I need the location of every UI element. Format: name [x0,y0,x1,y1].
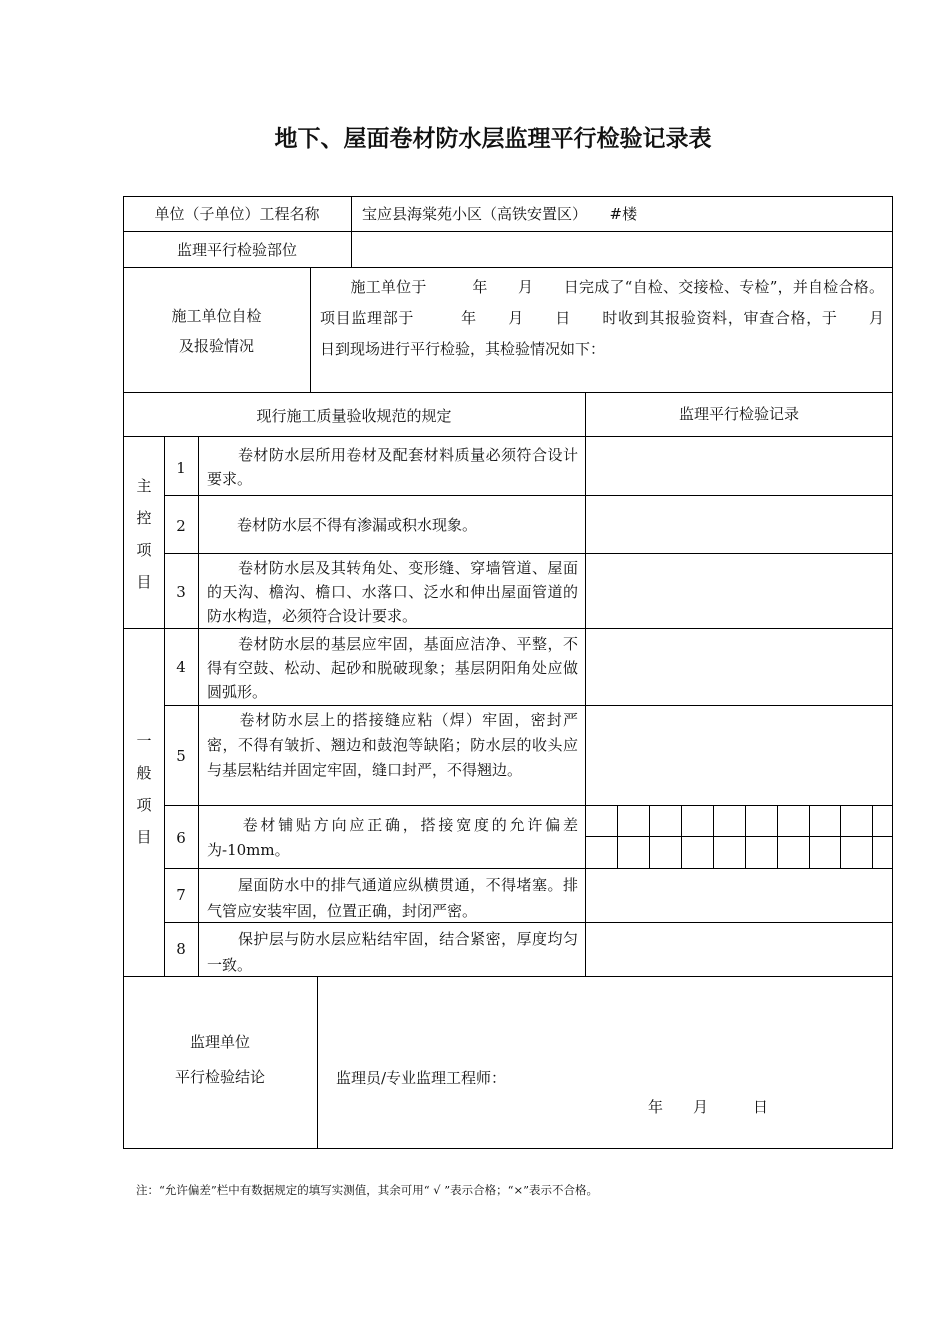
row-divider [123,267,893,268]
grid-line [745,805,746,868]
item-spec-text: 卷材铺贴方向应正确，搭接宽度的允许偏差为-10mm。 [207,816,578,859]
row-divider [585,836,893,837]
row-divider [164,868,893,869]
grid-line [840,805,841,868]
item-spec-text: 保护层与防水层应粘结牢固，结合紧密，厚度均匀一致。 [207,930,578,974]
row-divider [123,392,893,393]
row-divider [164,805,893,806]
main-group-char: 项 [136,541,152,559]
grid-line [809,805,810,868]
item-number: 3 [176,583,186,601]
item-number: 8 [176,940,186,958]
project-name-label: 单位（子单位）工程名称 [154,205,320,223]
general-group-char: 项 [136,796,152,814]
self-check-label-1: 施工单位自检 [171,307,262,325]
grid-line [617,805,618,868]
main-group-char: 目 [136,573,152,591]
conclusion-label-1: 监理单位 [189,1033,250,1051]
item-spec-text: 卷材防水层上的搭接缝应粘（焊）牢固，密封严密，不得有皱折、翘边和鼓泡等缺陷；防水层的收头应与基层粘结并固定牢固，缝口封严，不得翘边。 [207,711,578,779]
item-number: 4 [176,658,186,676]
item-spec-text: 卷材防水层及其转角处、变形缝、穿墙管道、屋面的天沟、檐沟、檐口、水落口、泛水和伸出屋面管道的防水构造，必须符合设计要求。 [207,559,578,625]
grid-line [872,805,873,868]
col-divider [351,196,352,267]
self-check-text: 施工单位于 年 月 日完成了“自检、交接检、专检”，并自检合格。项目监理部于 年 月 日 时收到其报验资料，审查合格，于 月 日到现场进行平行检验，其检验情况如下： [320,278,915,358]
item-spec-text: 屋面防水中的排气通道应纵横贯通，不得堵塞。排气管应安装牢固，位置正确，封闭严密。 [207,876,578,920]
item-number: 2 [176,517,186,535]
col-divider [317,976,318,1149]
grid-line [681,805,682,868]
inspection-part-label: 监理平行检验部位 [176,241,297,259]
supervisor-signature-label[interactable]: 监理员/专业监理工程师： [336,1069,507,1087]
item-spec-text: 卷材防水层所用卷材及配套材料质量必须符合设计要求。 [207,446,578,488]
item-number: 1 [176,459,186,477]
general-group-char: 一 [136,732,152,750]
spec-column-header: 现行施工质量验收规范的规定 [256,407,452,425]
row-divider [164,705,893,706]
item-number: 7 [176,886,186,904]
item-number: 5 [176,747,186,765]
item-spec-text: 卷材防水层不得有渗漏或积水现象。 [207,516,478,534]
row-divider [123,231,893,232]
row-divider [164,495,893,496]
page-title: 地下、屋面卷材防水层监理平行检验记录表 [274,126,712,152]
conclusion-label-2: 平行检验结论 [174,1068,265,1086]
grid-line [649,805,650,868]
row-divider [123,436,893,437]
col-divider [198,436,199,976]
conclusion-date[interactable]: 年 月 日 [648,1098,769,1116]
item-spec-text: 卷材防水层的基层应牢固，基面应洁净、平整，不得有空鼓、松动、起砂和脱破现象；基层阴阳角处应做圆弧形。 [207,635,578,701]
item-number: 6 [176,829,186,847]
record-column-header: 监理平行检验记录 [678,405,799,423]
row-divider [164,553,893,554]
row-divider [123,628,893,629]
footnote: 注：“允许偏差”栏中有数据规定的填写实测值，其余可用“ √ ”表示合格；“×”表示不合格。 [136,1183,599,1197]
col-divider [310,267,311,392]
main-group-char: 主 [136,477,152,495]
general-group-char: 般 [136,764,152,782]
grid-line [713,805,714,868]
general-group-char: 目 [136,828,152,846]
col-divider [585,392,586,976]
main-group-char: 控 [136,509,152,527]
project-name-value[interactable]: 宝应县海棠苑小区（高铁安置区） #楼 [362,205,638,223]
self-check-label-2: 及报验情况 [178,337,254,355]
grid-line [777,805,778,868]
